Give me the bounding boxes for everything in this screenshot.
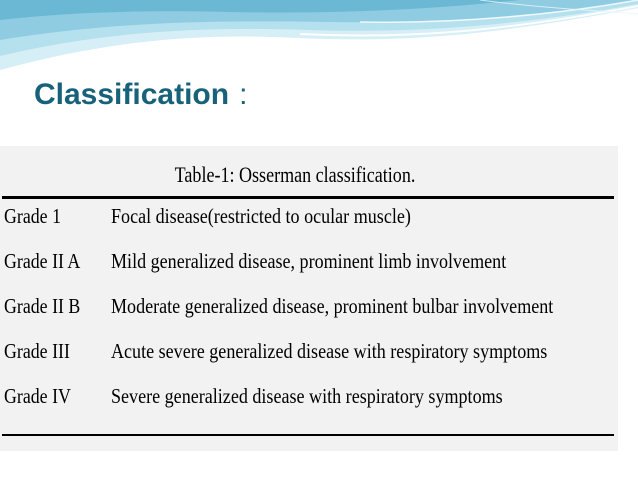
description-cell: Severe generalized disease with respiratory symptoms [111, 384, 503, 408]
table-caption: Table-1: Osserman classification. [174, 162, 416, 187]
description-cell: Focal disease(restricted to ocular muscle) [111, 204, 411, 228]
table-row [0, 294, 618, 339]
grade-cell: Grade IV [4, 384, 71, 408]
table-row [0, 204, 618, 249]
slide-title-colon: : [239, 78, 248, 111]
table-top-rule [2, 196, 614, 199]
description-cell: Mild generalized disease, prominent limb involvement [111, 249, 507, 273]
grade-cell: Grade II B [4, 294, 81, 318]
table-row [0, 384, 618, 429]
table-bottom-rule [2, 434, 614, 436]
header-wave-decoration [0, 0, 638, 80]
grade-cell: Grade 1 [4, 204, 62, 228]
slide-title [34, 78, 247, 112]
table-row [0, 249, 618, 294]
grade-cell: Grade III [4, 339, 70, 363]
table-row [0, 339, 618, 384]
description-cell: Acute severe generalized disease with respiratory symptoms [111, 339, 548, 363]
osserman-table [0, 146, 618, 451]
table-body [0, 204, 618, 429]
description-cell: Moderate generalized disease, prominent bulbar involvement [111, 294, 554, 318]
slide-title-text: Classification [34, 78, 230, 111]
grade-cell: Grade II A [4, 249, 81, 273]
